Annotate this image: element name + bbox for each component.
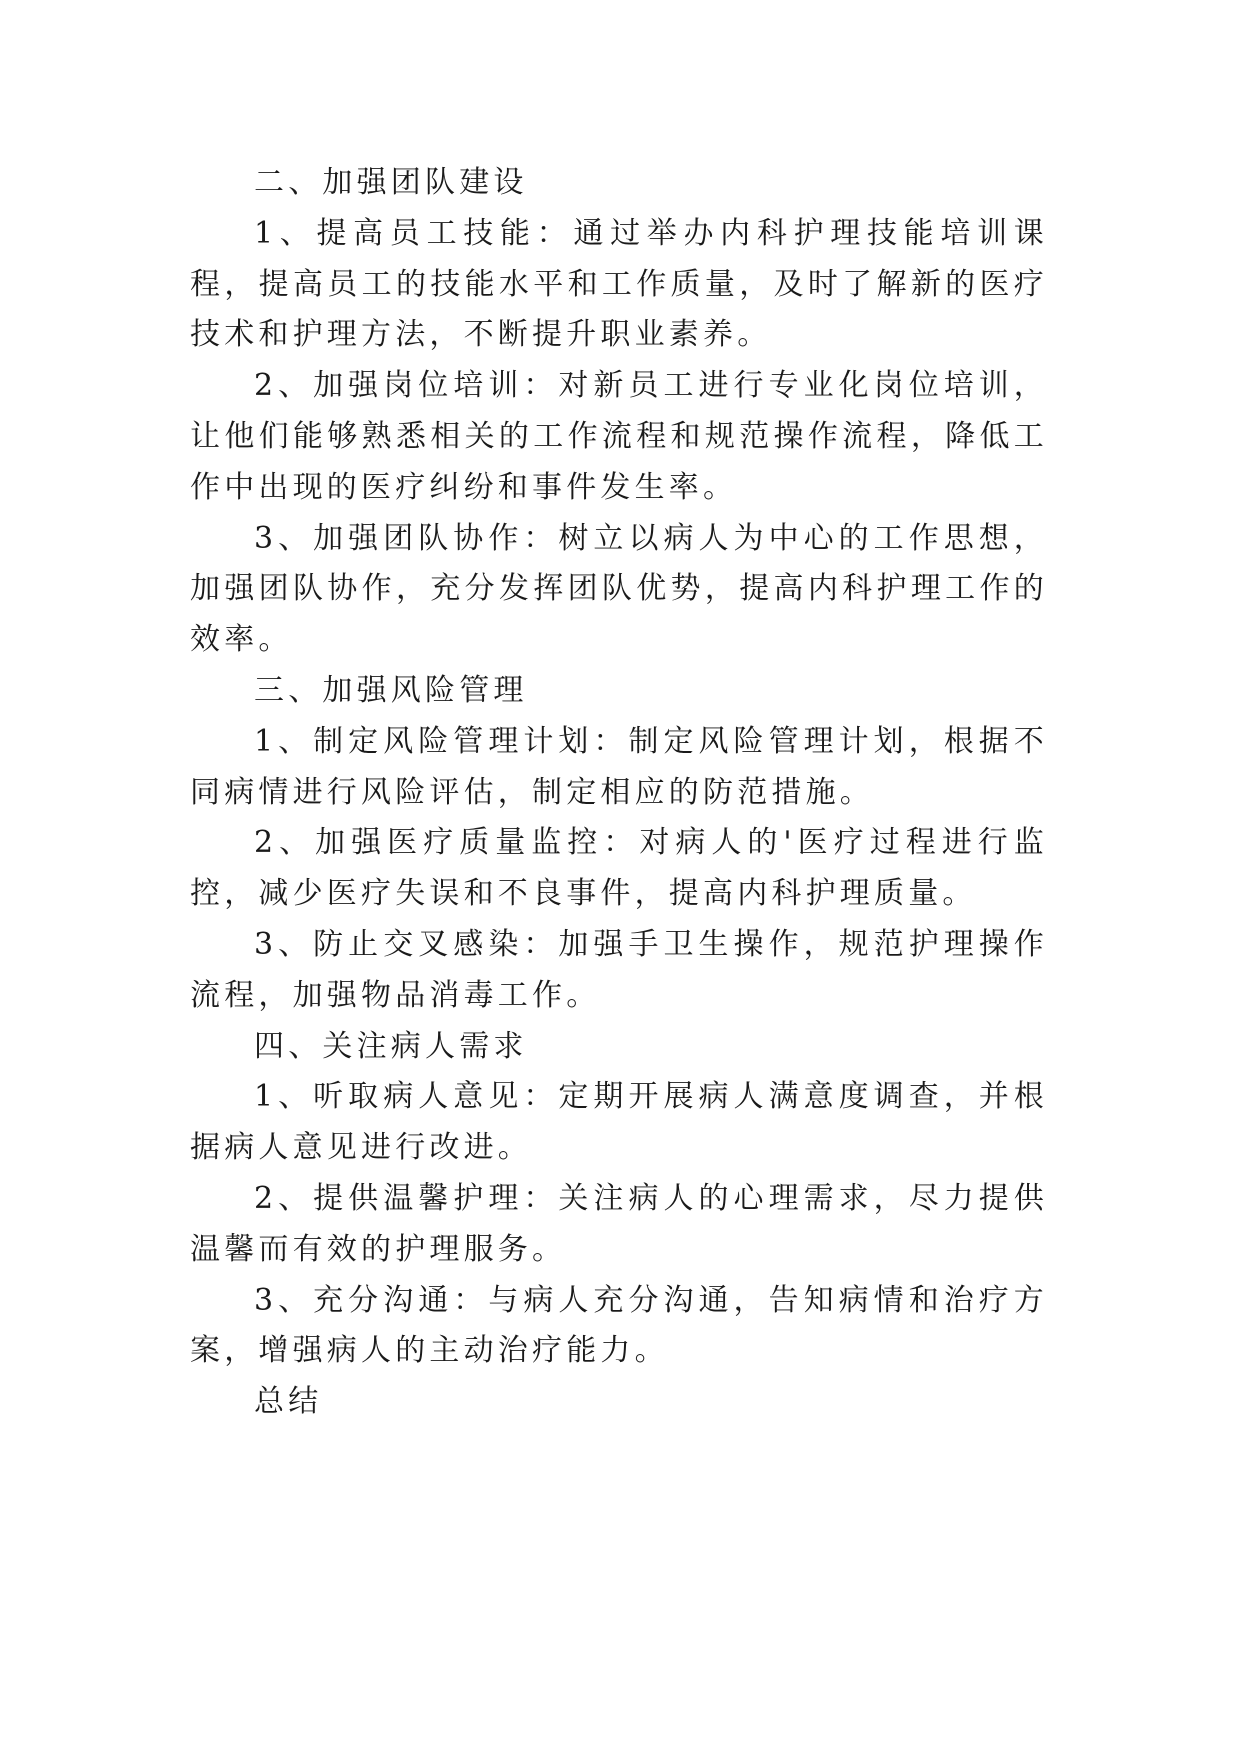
paragraph-post-training: 2、加强岗位培训：对新员工进行专业化岗位培训，让他们能够熟悉相关的工作流程和规范操作流程，降低工作中出现的医疗纠纷和事件发生率。 bbox=[190, 368, 1048, 505]
section-heading-risk-management: 三、加强风险管理 bbox=[254, 672, 528, 708]
paragraph-improve-skills: 1、提高员工技能：通过举办内科护理技能培训课程，提高员工的技能水平和工作质量，及时了解新的医疗技术和护理方法，不断提升职业素养。 bbox=[190, 215, 1048, 353]
paragraph-team-collaboration: 3、加强团队协作：树立以病人为中心的工作思想，加强团队协作，充分发挥团队优势，提高内科护理工作的效率。 bbox=[190, 520, 1048, 658]
document-body bbox=[190, 158, 1048, 1428]
section-heading-summary: 总结 bbox=[254, 1384, 323, 1420]
paragraph-patient-feedback: 1、听取病人意见：定期开展病人满意度调查，并根据病人意见进行改进。 bbox=[190, 1079, 1048, 1166]
paragraph-warm-care: 2、提供温馨护理：关注病人的心理需求，尽力提供温馨而有效的护理服务。 bbox=[190, 1180, 1048, 1267]
paragraph-communication: 3、充分沟通：与病人充分沟通，告知病情和治疗方案，增强病人的主动治疗能力。 bbox=[190, 1282, 1048, 1369]
paragraph-cross-infection: 3、防止交叉感染：加强手卫生操作，规范护理操作流程，加强物品消毒工作。 bbox=[190, 926, 1048, 1013]
section-heading-patient-needs: 四、关注病人需求 bbox=[254, 1028, 528, 1064]
section-heading-team-building: 二、加强团队建设 bbox=[254, 165, 528, 200]
paragraph-risk-plan: 1、制定风险管理计划：制定风险管理计划，根据不同病情进行风险评估，制定相应的防范措施。 bbox=[190, 723, 1048, 810]
paragraph-quality-monitoring: 2、加强医疗质量监控：对病人的'医疗过程进行监控，减少医疗失误和不良事件，提高内科护理质量。 bbox=[190, 825, 1048, 912]
